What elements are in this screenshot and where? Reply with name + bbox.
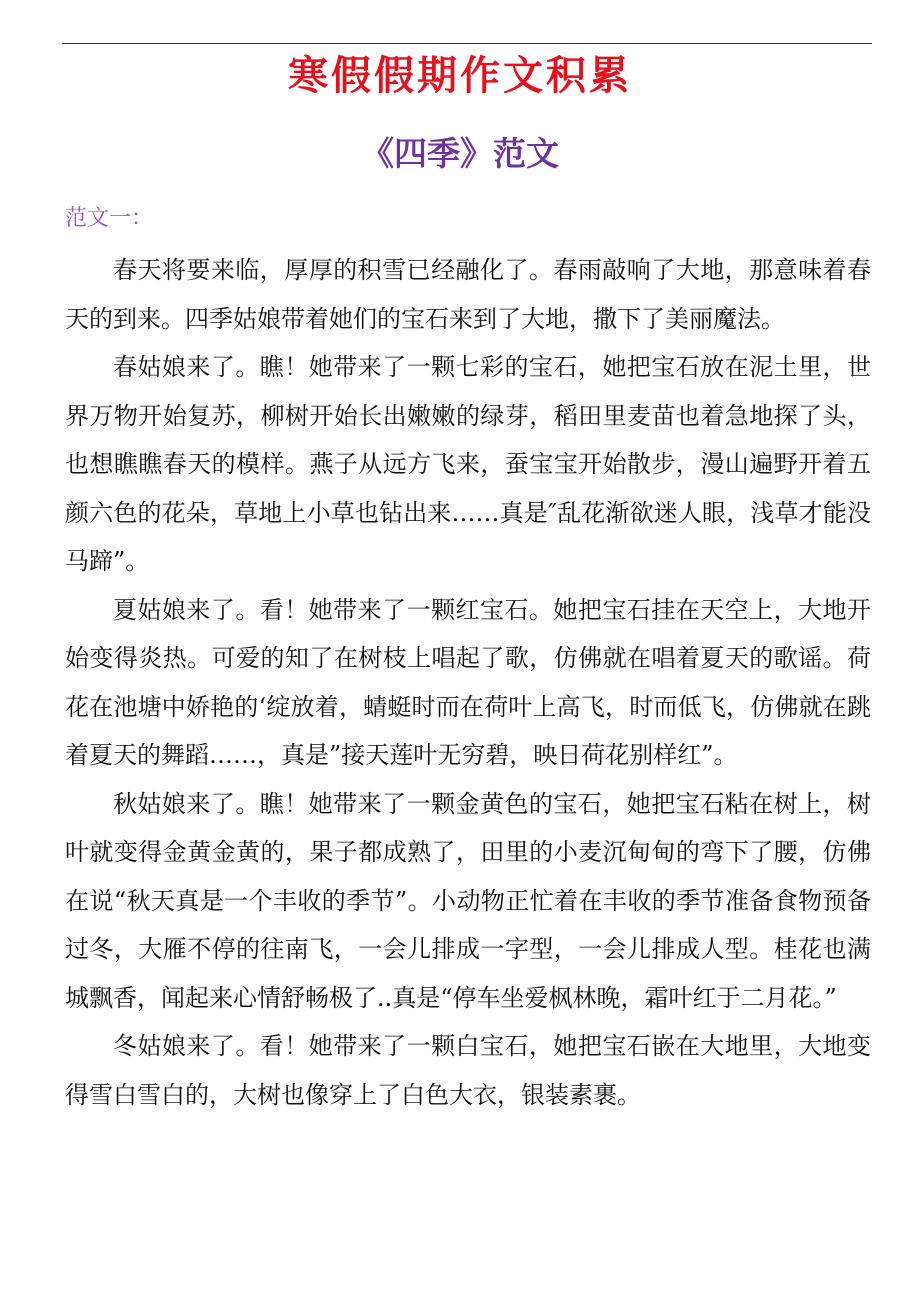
essay-body [65, 246, 871, 1119]
page-title: 寒假假期作文积累 [288, 52, 632, 99]
paragraph-autumn: 秋姑娘来了。瞧！她带来了一颗金黄色的宝石，她把宝石粘在树上，树叶就变得金黄金黄的，果子都成熟了，田里的小麦沉甸甸的弯下了腰，仿佛在说“秋天真是一个丰收的季节”。小动物正忙着在丰收的季节准备食物预备过冬，大雁不停的往南飞，一会儿排成一字型，一会儿排成人型。桂花也满城飘香，闻起来心情舒畅极了..真是“停车坐爱枫林晚，霜叶红于二月花。” [65, 789, 871, 1012]
header-rule [62, 43, 872, 44]
paragraph-summer: 夏姑娘来了。看！她带来了一颗红宝石。她把宝石挂在天空上，大地开始变得炎热。可爱的知了在树枝上唱起了歌，仿佛就在唱着夏天的歌谣。荷花在池塘中娇艳的‘绽放着，蜻蜓时而在荷叶上高飞，时而低飞，仿佛就在跳着夏天的舞蹈……，真是”接天莲叶无穷碧，映日荷花别样红”。 [65, 595, 871, 769]
paragraph-intro: 春天将要来临，厚厚的积雪已经融化了。春雨敲响了大地，那意味着春天的到来。四季姑娘带着她们的宝石来到了大地，撒下了美丽魔法。 [65, 256, 871, 333]
essay-title: 《四季》范文 [361, 134, 559, 173]
paragraph-spring: 春姑娘来了。瞧！她带来了一颗七彩的宝石，她把宝石放在泥土里，世界万物开始复苏，柳树开始长出嫩嫩的绿芽，稻田里麦苗也着急地探了头，也想瞧瞧春天的模样。燕子从远方飞来，蚕宝宝开始散步，漫山遍野开着五颜六色的花朵，草地上小草也钻出来……真是″乱花渐欲迷人眼，浅草才能没马蹄”。 [65, 353, 871, 575]
section-label: 范文一： [65, 206, 154, 231]
paragraph-winter: 冬姑娘来了。看！她带来了一颗白宝石，她把宝石嵌在大地里，大地变得雪白雪白的，大树也像穿上了白色大衣，银装素裹。 [65, 1032, 871, 1109]
